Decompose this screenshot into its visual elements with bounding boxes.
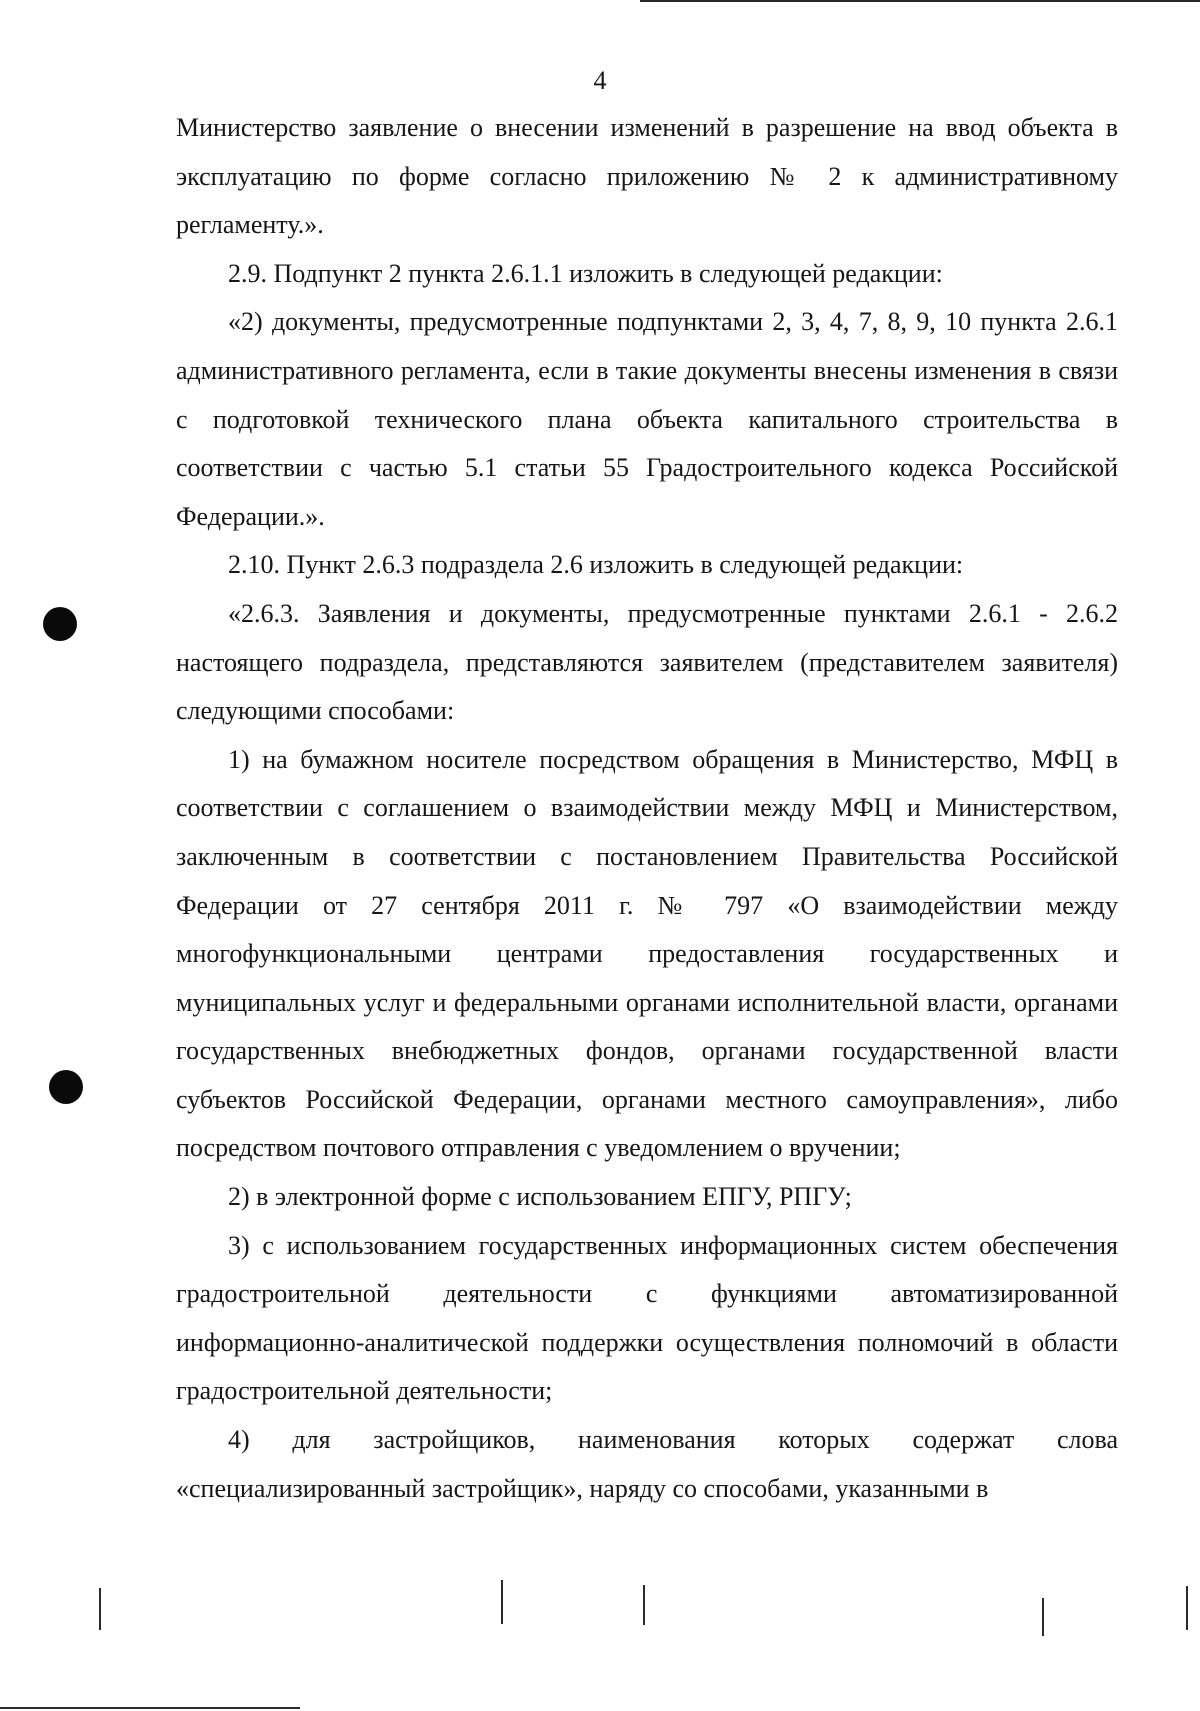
paragraph: «2.6.3. Заявления и документы, предусмотренные пунктами 2.6.1 - 2.6.2 настоящего подраздела, представляются заявителем (представителем заявителя) следующими способами: (176, 598, 1118, 726)
paragraph: «2) документы, предусмотренные подпунктами 2, 3, 4, 7, 8, 9, 10 пункта 2.6.1 административного регламента, если в такие документы внесены изменения в связи с подготовкой технического плана объекта капитального строительства в соответствии с частью 5.1 статьи 55 Градостроительного кодекса Российской Федерации.». (176, 307, 1118, 531)
page-number: 4 (593, 66, 607, 95)
paragraph: 2.9. Подпункт 2 пункта 2.6.1.1 изложить в следующей редакции: (228, 258, 943, 288)
scan-mark-left (99, 1588, 101, 1630)
scan-mark-right (1042, 1598, 1044, 1636)
punch-hole-lower (49, 1070, 83, 1104)
scan-edge-bottom (0, 1707, 300, 1709)
punch-hole-upper (43, 607, 77, 641)
scan-edge-top (640, 0, 1200, 2)
paragraph: 3) с использованием государственных информационных систем обеспечения градостроительной деятельности с функциями автоматизированной информационно-аналитической поддержки осуществления полномочий в области градостроительной деятельности; (176, 1230, 1118, 1406)
paragraph: 2.10. Пункт 2.6.3 подраздела 2.6 изложить в следующей редакции: (228, 550, 964, 580)
scan-mark-center-right (643, 1585, 645, 1625)
paragraph: Министерство заявление о внесении изменений в разрешение на ввод объекта в эксплуатацию по форме согласно приложению № 2 к административному регламенту.». (176, 113, 1118, 240)
paragraph: 4) для застройщиков, наименования которых содержат слова «специализированный застройщик», наряду со способами, указанными в (176, 1425, 1118, 1503)
body-text (176, 104, 1118, 1513)
paragraph: 1) на бумажном носителе посредством обращения в Министерство, МФЦ в соответствии с соглашением о взаимодействии между МФЦ и Министерством, заключенным в соответствии с постановлением Правительства Российской Федерации от 27 сентября 2011 г. № 797 «О взаимодействии между многофункциональными центрами предоставления государственных и муниципальных услуг и федеральными органами исполнительной власти, органами государственных внебюджетных фондов, органами государственной власти субъектов Российской Федерации, органами местного самоуправления», либо посредством почтового отправления с уведомлением о вручении; (176, 744, 1118, 1163)
scan-mark-center (501, 1580, 503, 1624)
paragraph: 2) в электронной форме с использованием ЕПГУ, РПГУ; (228, 1182, 852, 1212)
scan-mark-far-right (1186, 1586, 1188, 1630)
